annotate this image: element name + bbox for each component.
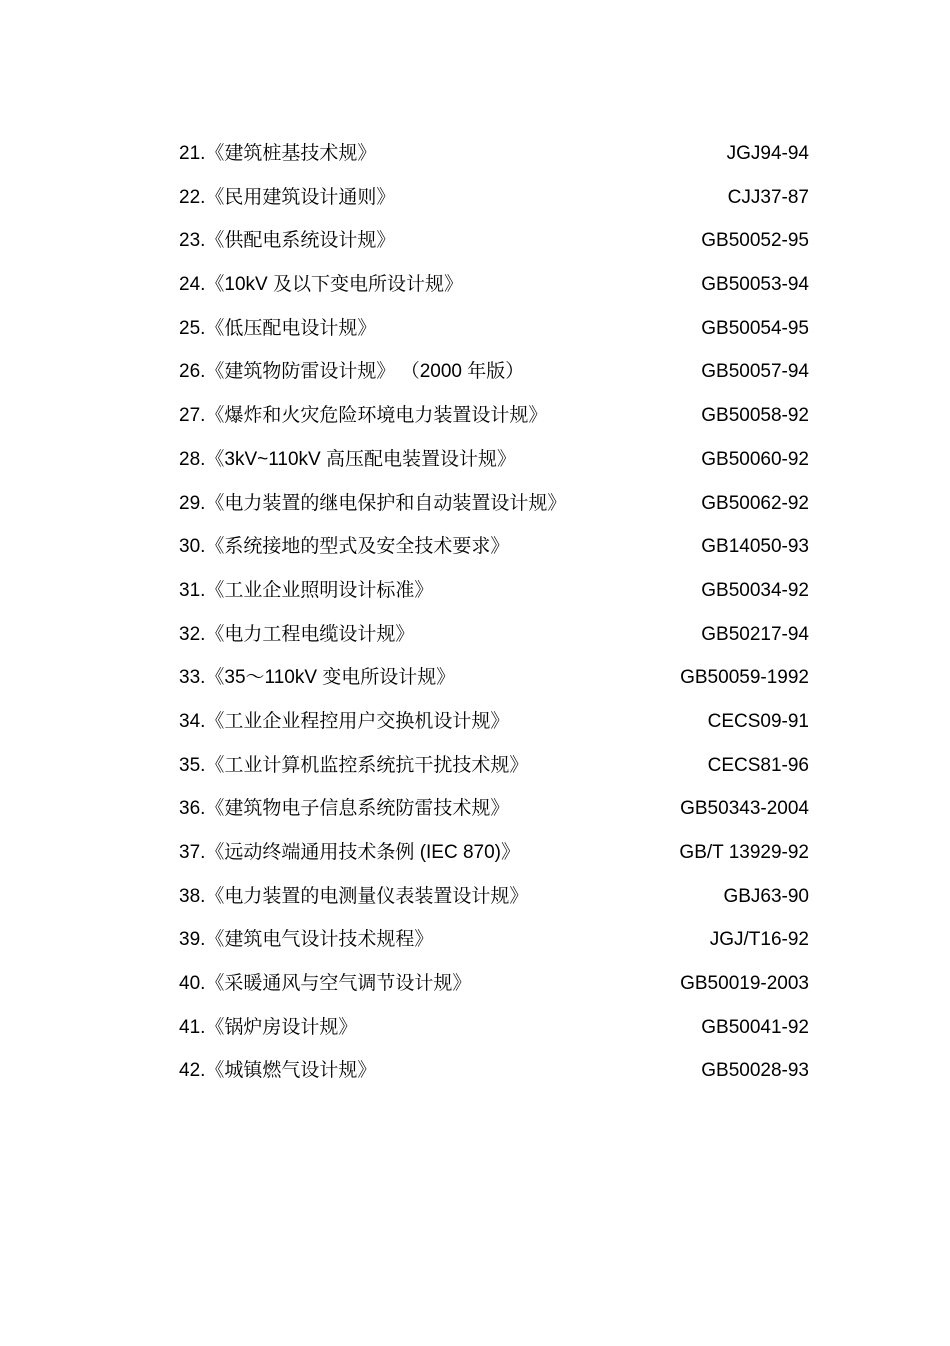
list-item <box>179 918 819 962</box>
standard-title: 27.《爆炸和火灾危险环境电力装置设计规》 <box>179 405 548 427</box>
list-item <box>179 394 819 438</box>
standard-title: 23.《供配电系统设计规》 <box>179 230 396 252</box>
standard-title: 26.《建筑物防雷设计规》 （2000 年版） <box>179 361 525 383</box>
standard-code: GB50062-92 <box>701 492 809 514</box>
standard-title: 35.《工业计算机监控系统抗干扰技术规》 <box>179 754 529 776</box>
standard-code: GB50058-92 <box>701 405 809 427</box>
list-item <box>179 438 819 482</box>
list-item <box>179 962 819 1006</box>
standard-title: 37.《远动终端通用技术条例 (IEC 870)》 <box>179 842 520 863</box>
standard-code: GB50054-95 <box>701 317 809 339</box>
list-item <box>179 831 819 875</box>
list-item <box>179 525 819 569</box>
list-item <box>179 744 819 788</box>
standard-code: GB50019-2003 <box>680 973 809 995</box>
list-item <box>179 307 819 351</box>
standard-title: 29.《电力装置的继电保护和自动装置设计规》 <box>179 492 567 514</box>
list-item <box>179 219 819 263</box>
standard-code: GB50053-94 <box>701 274 809 296</box>
list-item <box>179 1006 819 1050</box>
standard-title: 39.《建筑电气设计技术规程》 <box>179 929 434 951</box>
standard-code: GB50052-95 <box>701 230 809 252</box>
standard-title: 42.《城镇燃气设计规》 <box>179 1060 377 1082</box>
standard-code: GB/T 13929-92 <box>679 842 809 863</box>
standard-code: CECS81-96 <box>707 754 809 776</box>
list-item <box>179 176 819 220</box>
standard-title: 24.《10kV 及以下变电所设计规》 <box>179 274 463 296</box>
standard-code: CECS09-91 <box>707 710 809 732</box>
list-item <box>179 875 819 919</box>
list-item <box>179 132 819 176</box>
standard-code: GB50060-92 <box>701 448 809 470</box>
standards-list <box>179 132 819 1093</box>
standard-title: 41.《锅炉房设计规》 <box>179 1016 358 1038</box>
standard-code: GB50057-94 <box>701 361 809 383</box>
list-item <box>179 482 819 526</box>
list-item <box>179 656 819 700</box>
standard-code: GB14050-93 <box>701 536 809 558</box>
standard-title: 38.《电力装置的电测量仪表装置设计规》 <box>179 885 529 907</box>
standard-title: 36.《建筑物电子信息系统防雷技术规》 <box>179 798 510 820</box>
standard-title: 33.《35～110kV 变电所设计规》 <box>179 667 456 689</box>
standard-title: 30.《系统接地的型式及安全技术要求》 <box>179 536 510 558</box>
standard-title: 25.《低压配电设计规》 <box>179 317 377 339</box>
list-item <box>179 787 819 831</box>
list-item <box>179 569 819 613</box>
standard-title: 40.《采暖通风与空气调节设计规》 <box>179 973 472 995</box>
standard-title: 34.《工业企业程控用户交换机设计规》 <box>179 710 510 732</box>
list-item <box>179 1049 819 1093</box>
list-item <box>179 350 819 394</box>
list-item <box>179 263 819 307</box>
standard-code: CJJ37-87 <box>727 186 809 208</box>
standard-title: 22.《民用建筑设计通则》 <box>179 186 396 208</box>
standard-code: JGJ/T16-92 <box>709 929 809 951</box>
standard-title: 21.《建筑桩基技术规》 <box>179 143 377 164</box>
standard-title: 31.《工业企业照明设计标准》 <box>179 579 434 601</box>
list-item <box>179 613 819 657</box>
standard-code: GBJ63-90 <box>723 885 809 907</box>
standard-code: GB50041-92 <box>701 1016 809 1038</box>
standard-code: JGJ94-94 <box>726 143 809 164</box>
standard-title: 32.《电力工程电缆设计规》 <box>179 623 415 645</box>
standard-title: 28.《3kV~110kV 高压配电装置设计规》 <box>179 448 516 470</box>
standard-code: GB50034-92 <box>701 579 809 601</box>
standard-code: GB50028-93 <box>701 1060 809 1082</box>
standard-code: GB50343-2004 <box>680 798 809 820</box>
standard-code: GB50059-1992 <box>680 667 809 689</box>
list-item <box>179 700 819 744</box>
standard-code: GB50217-94 <box>701 623 809 645</box>
